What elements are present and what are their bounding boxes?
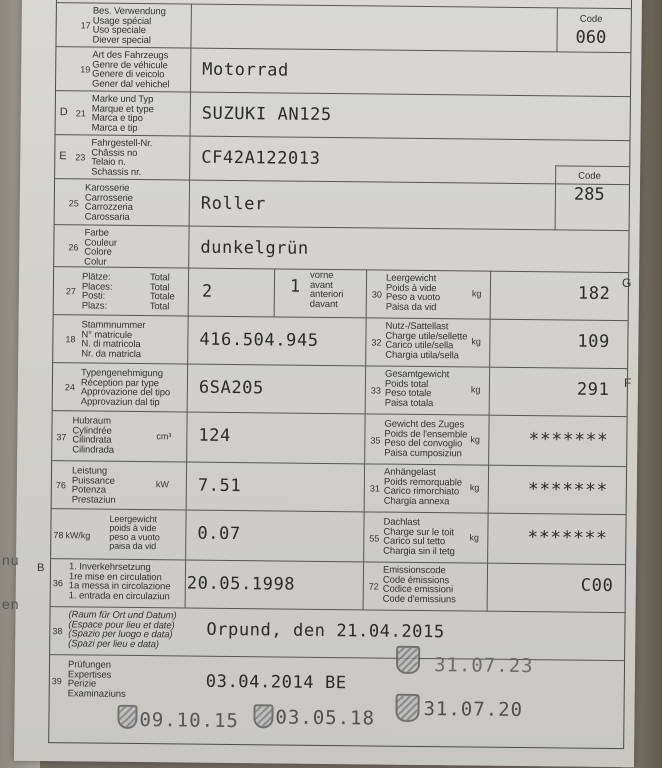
- place-date-value: Orpund, den 21.04.2015: [206, 619, 445, 643]
- divider: [188, 268, 190, 316]
- row-76-31: [52, 460, 626, 515]
- unit-label: kW/kg: [65, 530, 91, 541]
- row-38: [50, 606, 624, 661]
- divider: [187, 316, 189, 364]
- field-number: 37: [56, 432, 67, 443]
- section-letter: B: [36, 561, 45, 575]
- divider: [274, 268, 276, 316]
- inspection-value: 03.04.2014 BE: [205, 671, 347, 694]
- field-number: 78: [53, 530, 64, 541]
- unit-label: kW: [155, 479, 169, 490]
- seats-label: Plätze: Places: Posti: Plazs:: [81, 271, 113, 312]
- row-25: [55, 170, 629, 231]
- canton-seal-icon: [395, 694, 419, 722]
- row-17: [56, 2, 630, 53]
- row-18-32: [53, 314, 627, 369]
- code-box: [556, 7, 631, 52]
- code-box: [555, 165, 631, 231]
- body-type-value: Roller: [200, 193, 266, 215]
- row-37-35: [52, 410, 627, 467]
- field-label: Art des Fahrzeugs Genre de véhicule Genere di veicolo Gener dal vehichel: [92, 49, 170, 90]
- divider: [488, 415, 490, 465]
- empty-weight-value: 182: [577, 283, 611, 304]
- field-number: 55: [369, 533, 380, 544]
- field-number: 39: [51, 676, 62, 687]
- master-number-value: 416.504.945: [199, 329, 319, 351]
- seats-total-value: 2: [201, 281, 213, 302]
- divider: [186, 412, 188, 462]
- field-number: 36: [52, 578, 63, 589]
- divider: [489, 319, 491, 367]
- field-label: Bes. Verwendung Usage spécial Uso speciale Diever special: [92, 5, 166, 46]
- row-39: [49, 654, 624, 748]
- divider: [187, 364, 189, 412]
- code-value: 285: [573, 184, 605, 205]
- emission-code-value: C00: [580, 575, 614, 596]
- field-label: Gesamtgewicht Poids total Peso totale Paisa totala: [384, 368, 450, 409]
- row-78-55: [51, 508, 626, 565]
- margin-letter-f: F: [624, 376, 632, 390]
- canton-seal-icon: [117, 705, 137, 729]
- make-model-value: SUZUKI AN125: [201, 103, 332, 126]
- field-number: 19: [80, 64, 91, 75]
- payload-value: 109: [577, 331, 611, 352]
- divider: [189, 136, 191, 180]
- unit-label: kg: [469, 532, 479, 543]
- field-number: 30: [371, 289, 382, 300]
- field-label: Marke und Typ Marque et type Marca e tipo Marca e tip: [91, 93, 154, 134]
- code-label: Code: [579, 13, 603, 25]
- section-letter: E: [59, 150, 67, 163]
- unit-label: kg: [471, 288, 482, 299]
- divider: [365, 365, 367, 413]
- field-label: Karosserie Carrosserie Carrozzeria Carossaria: [84, 182, 133, 223]
- divider: [185, 510, 187, 560]
- field-number: 23: [75, 152, 86, 163]
- divider: [186, 462, 188, 510]
- field-label: Anhängelast Poids remorquable Carico rimorchiato Chargia annexa: [383, 466, 463, 507]
- form-grid: [36, 0, 632, 749]
- field-number: 33: [370, 385, 381, 396]
- color-value: dunkelgrün: [200, 237, 309, 259]
- seats-front-value: 1: [289, 276, 301, 297]
- unit-label: kg: [469, 482, 480, 493]
- roof-load-value: *******: [527, 527, 608, 549]
- field-label: Nutz-/Sattellast Charge utile/sellette Carico utile/sella Chargia utila/sella: [385, 320, 468, 361]
- divider: [366, 269, 368, 317]
- train-weight-value: *******: [528, 429, 609, 451]
- field-label: Typengenehmigung Réception par type Approvazione del tipo Approvaziun dal tip: [80, 367, 171, 408]
- divider: [190, 4, 192, 48]
- row-24-33: [53, 362, 627, 417]
- divider: [365, 317, 367, 365]
- field-number: 24: [64, 382, 75, 393]
- power-weight-ratio-value: 0.07: [197, 523, 241, 545]
- inspection-stamp: 03.05.18: [275, 706, 376, 730]
- unit-label: kg: [470, 434, 480, 445]
- divider: [190, 48, 192, 92]
- seats-total-label: Total Total Totale Total: [149, 272, 175, 312]
- field-number: 27: [65, 286, 76, 297]
- vehicle-registration-document: [14, 0, 642, 767]
- field-number: 35: [370, 435, 381, 446]
- field-number: 17: [80, 20, 91, 31]
- first-registration-value: 20.05.1998: [186, 573, 296, 595]
- inspection-stamp: 31.07.23: [433, 654, 534, 678]
- field-label: (Raum für Ort und Datum) (Espace pour lieu et date) (Spazio per luogo e data) (Spazi per lieu e data): [68, 609, 177, 650]
- divider: [190, 92, 192, 136]
- row-23: [55, 134, 629, 185]
- field-label: Gewicht des Zuges Poids de l'ensemble Peso del convoglio Paisa cumposiziun: [384, 418, 468, 459]
- row-36-72: [36, 558, 625, 613]
- chassis-number-value: CF42A122013: [201, 147, 321, 169]
- unit-label: kg: [471, 336, 481, 347]
- field-label: 1. Inverkehrsetzung 1re mise en circulation 1a messa in circolazione 1. entrada en circulaziun: [68, 561, 171, 602]
- divider: [363, 561, 365, 609]
- field-label: Farbe Couleur Colore Colur: [84, 227, 118, 268]
- divider: [487, 563, 489, 611]
- displacement-value: 124: [198, 425, 232, 446]
- edge-text: nu: [2, 552, 20, 568]
- divider: [488, 465, 490, 513]
- field-label: Dachlast Charge sur le toit Carico sul tetto Chargia sin il tetg: [383, 516, 455, 557]
- code-value: 060: [575, 27, 607, 48]
- row-27-30: [54, 266, 628, 321]
- field-number: 72: [368, 581, 379, 592]
- field-number: 21: [75, 108, 86, 119]
- row-19: [56, 46, 630, 97]
- field-label: Prüfungen Expertises Perizie Examinaziuns: [67, 659, 126, 700]
- row-26: [54, 224, 628, 273]
- unit-label: kg: [470, 384, 481, 395]
- field-label: Leistung Puissance Potenza Prestaziun: [71, 465, 116, 506]
- top-partial-label: [93, 0, 117, 1]
- seats-front-label: vorne avant anteriori davant: [309, 269, 344, 310]
- divider: [363, 511, 365, 561]
- row-21: [56, 90, 630, 141]
- field-number: 38: [52, 626, 63, 637]
- inspection-stamp: 31.07.20: [423, 698, 524, 722]
- field-label: Hubraum Cylindrée Cilindrata Cilindrada: [72, 415, 115, 456]
- field-label: Leergewicht poids à vide peso a vuoto paisa da vid: [109, 513, 160, 552]
- field-label: Fahrgestell-Nr. Châssis no Telaio n. Schassis nr.: [91, 137, 153, 178]
- code-label: Code: [578, 170, 601, 182]
- field-number: 31: [369, 483, 380, 494]
- edge-text: en: [2, 596, 20, 612]
- field-number: 26: [68, 242, 79, 253]
- canton-seal-icon: [396, 646, 420, 674]
- field-label: Stammnummer N° matricule N. di matricola Nr. da matricla: [81, 319, 146, 360]
- divider: [490, 271, 492, 319]
- field-number: 76: [55, 480, 66, 491]
- divider: [489, 367, 491, 415]
- field-number: 18: [65, 334, 76, 345]
- divider: [364, 413, 366, 463]
- divider: [364, 463, 366, 511]
- unit-label: cm³: [156, 431, 172, 442]
- canton-seal-icon: [253, 704, 273, 728]
- vehicle-type-value: Motorrad: [202, 59, 290, 81]
- total-weight-value: 291: [576, 379, 610, 400]
- power-value: 7.51: [197, 475, 242, 497]
- field-label: Emissionscode Code émissions Codice emissioni Code d'emissiuns: [382, 564, 456, 605]
- type-approval-value: 6SA205: [198, 377, 265, 399]
- divider: [487, 513, 489, 563]
- section-letter: D: [59, 106, 68, 119]
- field-label: Leergewicht Poids à vide Peso a vuoto Paisa da vid: [385, 272, 441, 313]
- margin-letter-g: G: [622, 276, 632, 290]
- divider: [189, 180, 191, 226]
- field-number: 25: [68, 198, 79, 209]
- field-number: 32: [371, 337, 382, 348]
- inspection-stamp: 09.10.15: [139, 709, 240, 733]
- divider: [188, 226, 190, 268]
- trailer-load-value: *******: [527, 479, 609, 501]
